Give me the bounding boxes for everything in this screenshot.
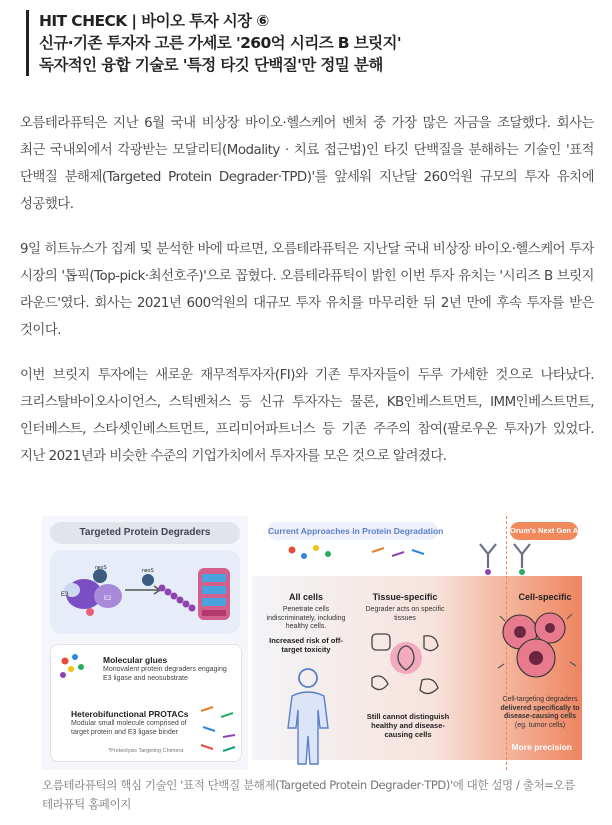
label-e2: E2 xyxy=(104,596,112,602)
tpd-title: Targeted Protein Degraders xyxy=(50,522,240,544)
cell-specific-desc-part: Cell-targeting degraders xyxy=(502,696,578,703)
label-neos: neoS xyxy=(95,565,107,571)
label-neos: neoS xyxy=(142,568,154,574)
footnote: *Proteolysis Targeting Chimera xyxy=(108,748,184,754)
tumor-cells-icon xyxy=(492,608,584,688)
headline-series: HIT CHECK | 바이오 투자 시장 ⑥ xyxy=(39,12,269,30)
molecular-glues-title: Molecular glues xyxy=(103,655,168,665)
cell-specific-title: Cell-specific xyxy=(518,592,572,602)
mechanism-illustration xyxy=(50,550,240,634)
cell-specific-desc-part: (eg. tumor cells) xyxy=(514,721,566,729)
tpd-panel xyxy=(42,516,248,770)
next-gen-title: Orum's Next Gen Approach xyxy=(510,522,578,540)
organs-icon xyxy=(366,628,446,704)
figure-caption: 오름테라퓨틱의 핵심 기술인 '표적 단백질 분해제(Targeted Protein Degrader·TPD)'에 대한 설명 / 출처=오름테라퓨틱 홈페이지 xyxy=(42,778,575,811)
tissue-specific-title: Tissue-specific xyxy=(372,592,438,602)
more-precision-label: More precision xyxy=(511,742,572,752)
article-body xyxy=(20,110,594,488)
tissue-specific-desc: Degrader acts on specific tissues xyxy=(365,606,445,622)
paragraph: 이번 브릿지 투자에는 새로운 재무적투자자(FI)와 기존 투자자들이 두루 가세한 것으로 나타났다. 크리스탈바이오사이언스, 스틱벤처스 등 신규 투자자는 물론, KB인베스트먼트, IMM인베스트먼트, 인터베스트, 스타셋인베스트먼트, 프리미어파트너스 등 기존 주주의 참여(팔로우온 투자)가 있었다. 지난 2021년과 비슷한 수준의 기업가치에서 투자자를 모은 것으로 알려졌다. xyxy=(20,368,594,464)
label-e3: E3 xyxy=(61,592,69,598)
all-cells-risk: Increased risk of off-target toxicity xyxy=(269,636,343,654)
protacs-desc: Modular small molecule comprised of target protein and E3 ligase binder xyxy=(71,720,187,736)
tpd-figure xyxy=(42,516,608,770)
tissue-specific-limit: Still cannot distinguish healthy and disease-causing cells xyxy=(366,712,450,739)
protacs-title: Heterobifunctional PROTACs xyxy=(71,709,189,719)
paragraph: 9일 히트뉴스가 집계 및 분석한 바에 따르면, 오름테라퓨틱은 지난달 국내 비상장 바이오·헬스케어 투자 시장의 '톱픽(Top-pick·최선호주)'으로 꼽혔다. 오름테라퓨틱이 밝힌 이번 투자 유치는 '시리즈 B 브릿지 라운드'였다. 회사는 2021년 600억원의 대규모 투자 유치를 마무리한 뒤 2년 만에 후속 투자를 받은 것이다. xyxy=(20,242,594,338)
molecular-glues-desc: Monovalent protein degraders engaging E3 ligase and neosubstrate xyxy=(103,666,227,682)
human-body-icon xyxy=(278,666,338,766)
degrader-legend xyxy=(50,644,242,762)
cell-specific-desc xyxy=(500,696,580,730)
all-cells-title: All cells xyxy=(288,592,324,602)
headline-subtitle: 독자적인 융합 기술로 '특정 타깃 단백질'만 정밀 분해 xyxy=(39,56,383,74)
headline-title: 신규·기존 투자자 고른 가세로 '260억 시리즈 B 브릿지' xyxy=(39,34,402,52)
current-approaches-title: Current Approaches in Protein Degradation xyxy=(268,522,438,540)
paragraph: 오름테라퓨틱은 지난 6월 국내 비상장 바이오·헬스케어 벤처 중 가장 많은 자금을 조달했다. 회사는 최근 국내외에서 각광받는 모달리티(Modality · 치료 접근법)인 타깃 단백질을 분해하는 기술인 '표적 단백질 분해제(Targeted Protein Degrader·TPD)'를 앞세워 지난달 260억원 규모의 투자 유치에 성공했다. xyxy=(20,116,594,212)
all-cells-desc: Penetrate cells indiscriminately, including healthy cells. xyxy=(266,606,346,630)
cell-specific-desc-bold: delivered specifically to disease-causing cells xyxy=(500,704,580,720)
article-headline xyxy=(26,10,599,76)
